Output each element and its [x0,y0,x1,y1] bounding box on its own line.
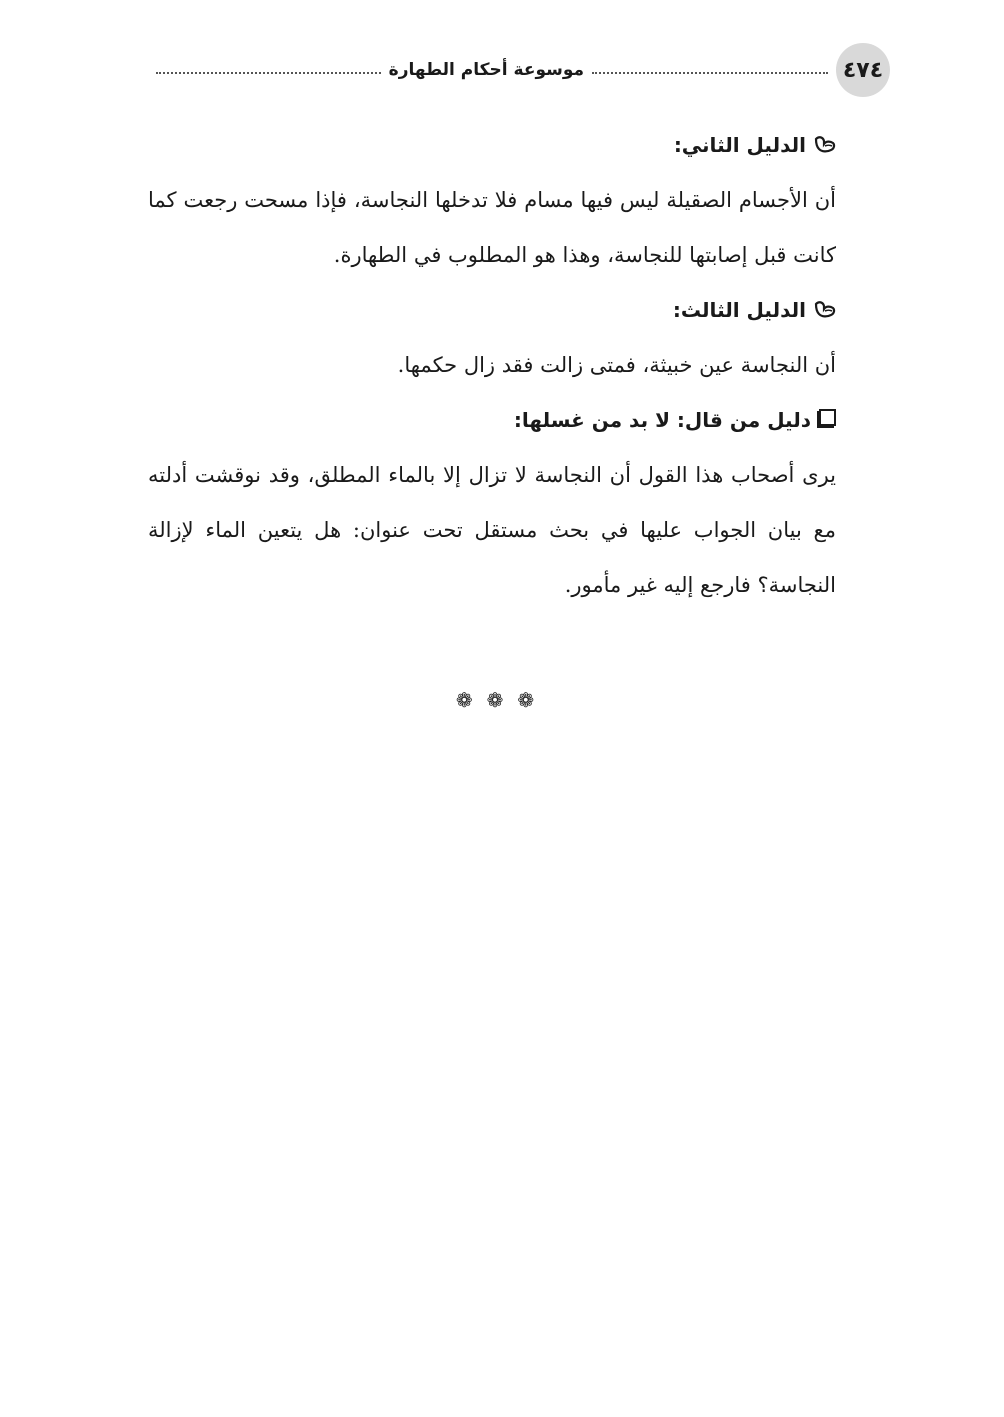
page-body [148,118,886,613]
pointing-hand-icon [814,286,836,306]
paragraph-washing-evidence: يرى أصحاب هذا القول أن النجاسة لا تزال إلا بالماء المطلق، وقد نوقشت أدلته مع بيان الجواب عليها في بحث مستقل تحت عنوان: هل يتعين الماء لإزالة النجاسة؟ فارجع إليه غير مأمور. [148,463,836,597]
header-dotted-leader-right [592,72,828,74]
heading-washing-evidence [148,393,886,448]
header-dotted-leader-left [156,72,381,74]
heading-second-text: الدليل الثاني: [673,133,806,157]
pointing-hand-icon [814,121,836,141]
section-end-ornaments: ❁❁❁ [455,688,549,712]
heading-third-evidence [148,283,886,338]
page-number: ٤٧٤ [836,43,890,97]
page-header [148,44,890,96]
square-bullet-icon [819,409,836,426]
paragraph-third-evidence: أن النجاسة عين خبيثة، فمتى زالت فقد زال حكمها. [397,353,836,377]
heading-washing-text: دليل من قال: لا بد من غسلها: [513,408,811,432]
heading-third-text: الدليل الثالث: [672,298,806,322]
heading-second-evidence [148,118,886,173]
paragraph-second-evidence: أن الأجسام الصقيلة ليس فيها مسام فلا تدخلها النجاسة، فإذا مسحت رجعت كما كانت قبل إصابتها للنجاسة، وهذا هو المطلوب في الطهارة. [148,188,836,267]
book-title: موسوعة أحكام الطهارة [388,60,584,80]
